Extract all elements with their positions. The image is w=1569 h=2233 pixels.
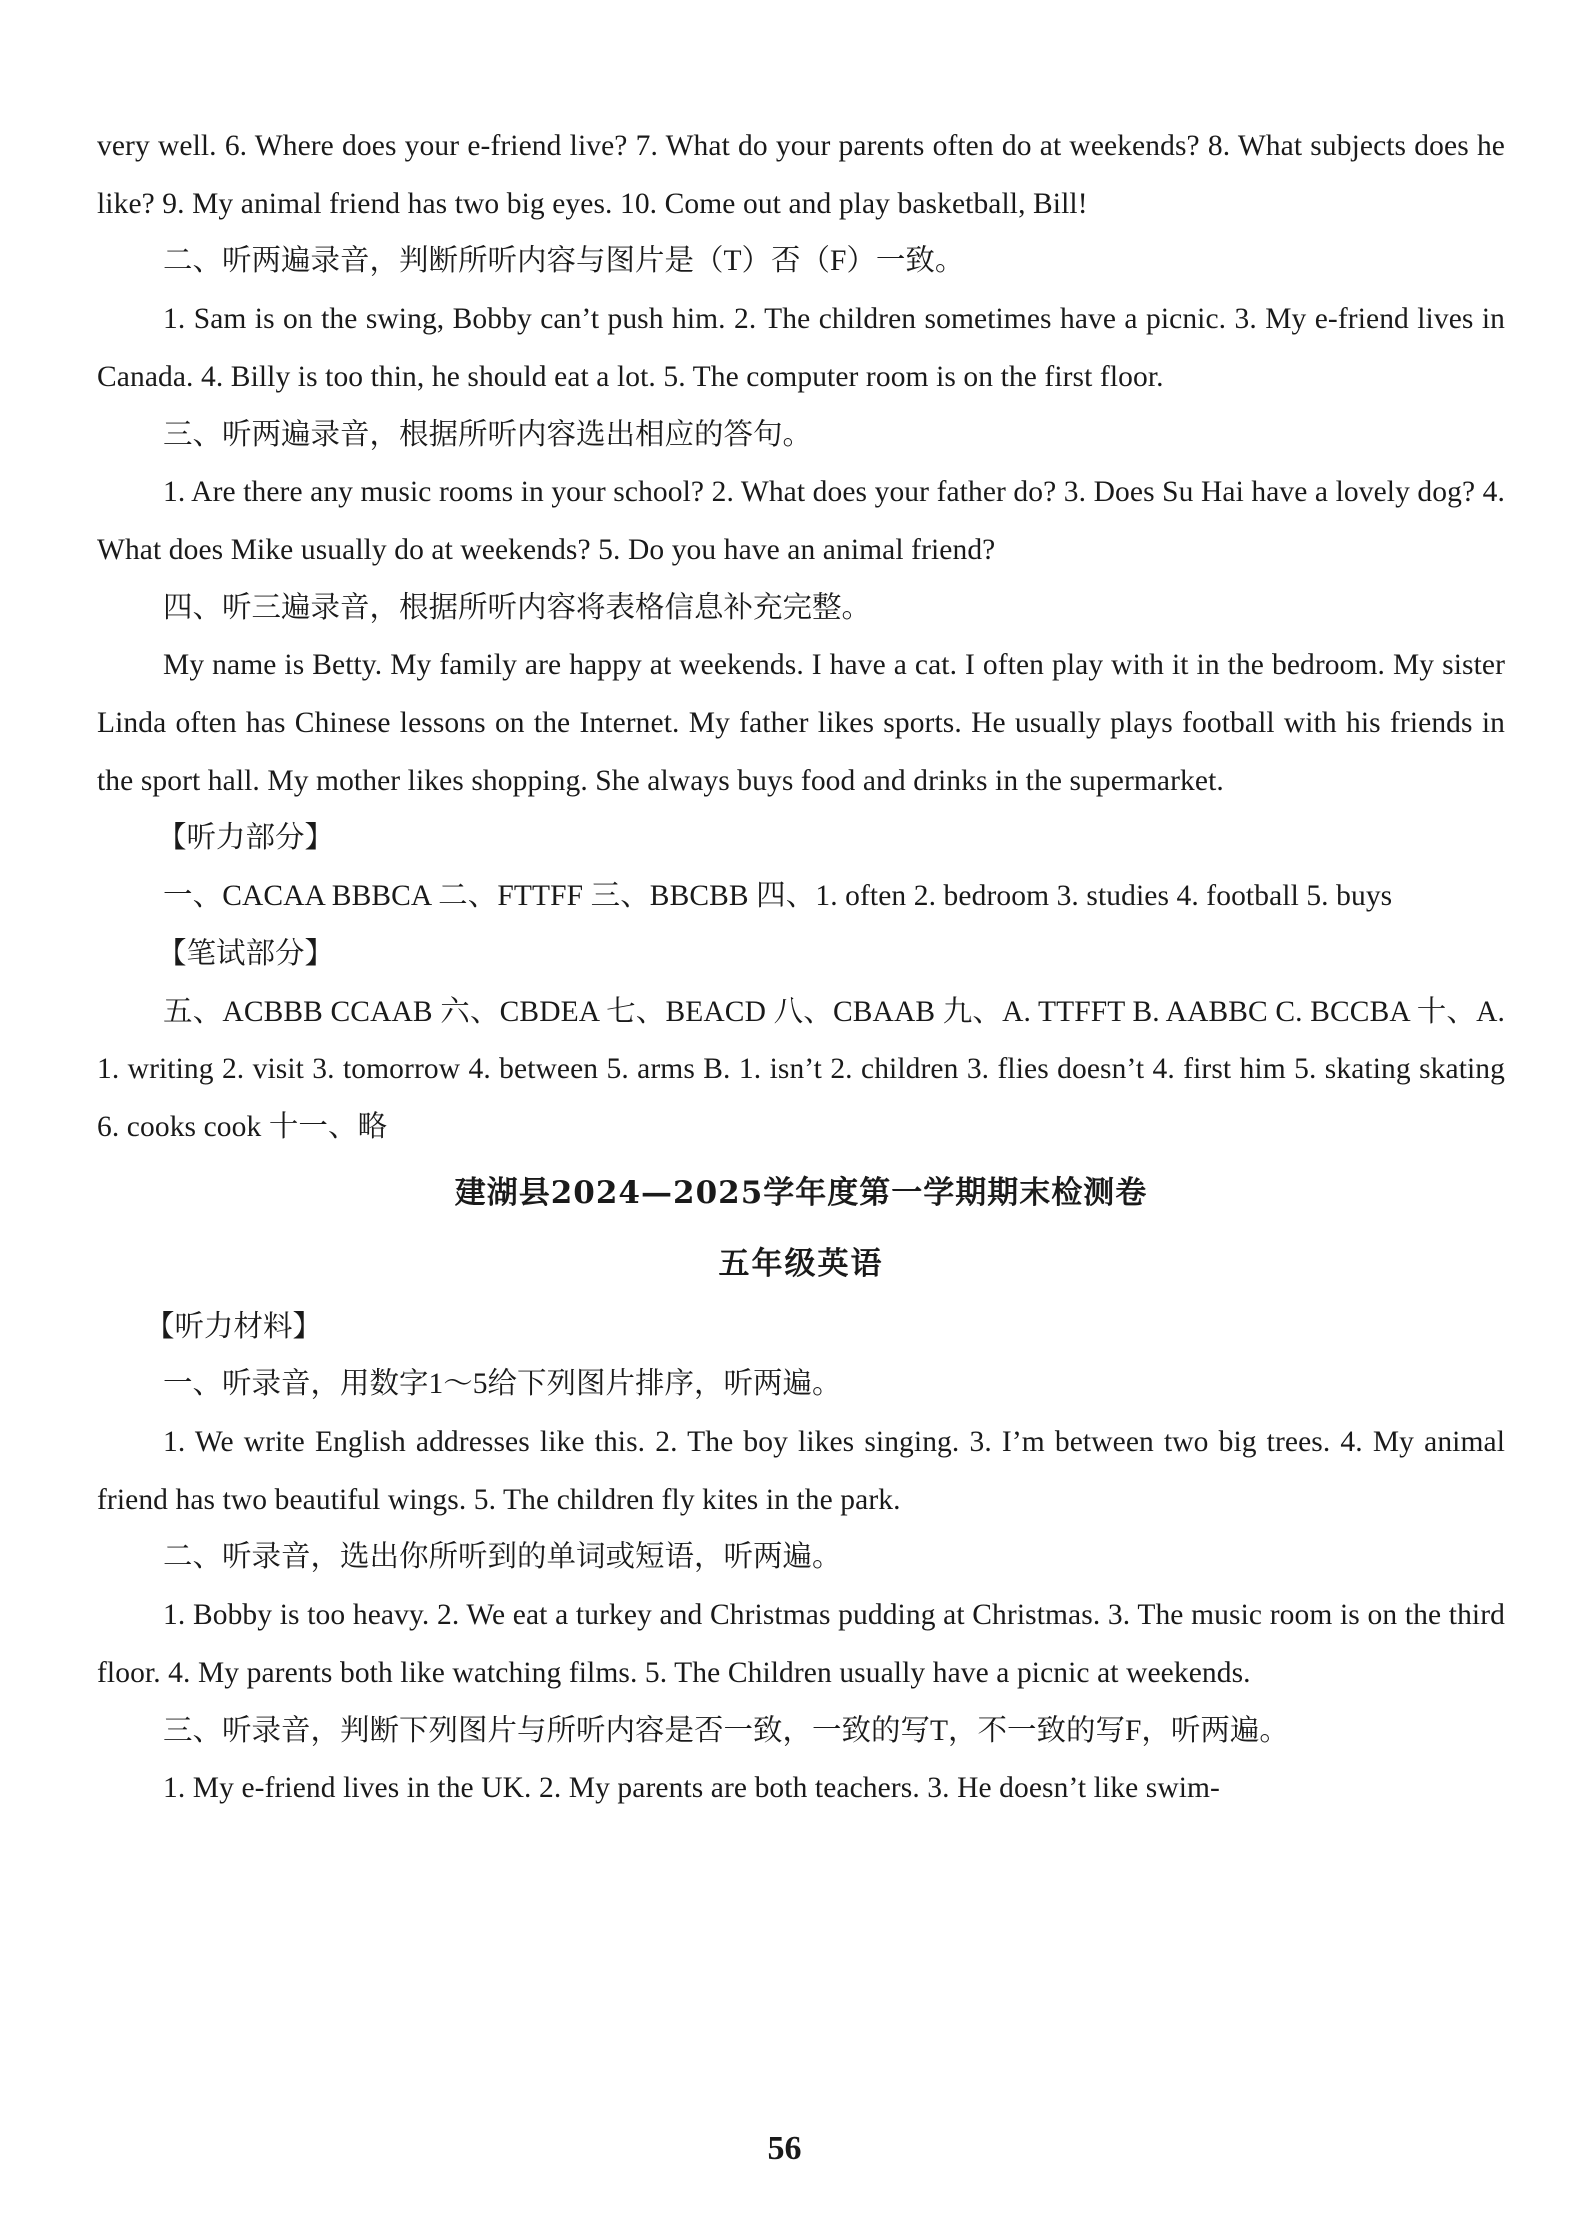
section-heading-4: 四、听三遍录音，根据所听内容将表格信息补充完整。	[163, 591, 872, 624]
written-answers-label: 【笔试部分】	[157, 937, 335, 970]
exam-section-text-3: 1. My e-friend lives in the UK. 2. My parents are both teachers. 3. He doesn’t like swim-	[163, 1772, 1220, 1805]
exam-title: 建湖县2024—2025学年度第一学期期末检测卷	[454, 1174, 1148, 1211]
document-page	[97, 118, 1505, 1818]
answer-text-top: very well. 6. Where does your e-friend live? 7. What do your parents often do at weekends? 8. What subjects does he like? 9. My animal friend has two big eyes. 10. Come out and play basketball, Bill!	[97, 130, 1505, 220]
exam-section-heading-1: 一、听录音，用数字1～5给下列图片排序，听两遍。	[163, 1368, 842, 1401]
exam-section-heading-3: 三、听录音，判断下列图片与所听内容是否一致，一致的写T，不一致的写F，听两遍。	[163, 1714, 1289, 1747]
exam-subtitle: 五年级英语	[718, 1245, 884, 1282]
section-text-2: 1. Sam is on the swing, Bobby can’t push him. 2. The children sometimes have a picnic. 3. My e-friend lives in Canada. 4. Billy is too thin, he should eat a lot. 5. The computer room is on the first floor.	[97, 303, 1505, 393]
page-number: 56	[767, 2130, 802, 2167]
exam-section-text-2: 1. Bobby is too heavy. 2. We eat a turkey and Christmas pudding at Christmas. 3. The music room is on the third floor. 4. My parents both like watching films. 5. The Children usually have a picnic at weekends.	[97, 1599, 1505, 1689]
section-heading-3: 三、听两遍录音，根据所听内容选出相应的答句。	[163, 418, 813, 451]
section-text-3: 1. Are there any music rooms in your school? 2. What does your father do? 3. Does Su Hai have a lovely dog? 4. What does Mike usually do at weekends? 5. Do you have an animal friend?	[97, 476, 1505, 566]
section-text-4: My name is Betty. My family are happy at weekends. I have a cat. I often play with it in the bedroom. My sister Linda often has Chinese lessons on the Internet. My father likes sports. He usually plays football with his friends in the sport hall. My mother likes shopping. She always buys food and drinks in the supermarket.	[97, 649, 1505, 797]
listening-answers-label: 【听力部分】	[157, 822, 335, 855]
listening-material-label: 【听力材料】	[145, 1310, 323, 1343]
exam-section-heading-2: 二、听录音，选出你所听到的单词或短语，听两遍。	[163, 1541, 842, 1574]
exam-section-text-1: 1. We write English addresses like this. 2. The boy likes singing. 3. I’m between two big trees. 4. My animal friend has two beautiful wings. 5. The children fly kites in the park.	[97, 1426, 1505, 1516]
section-heading-2: 二、听两遍录音，判断所听内容与图片是（T）否（F）一致。	[163, 245, 965, 278]
listening-answers: 一、CACAA BBBCA 二、FTTFF 三、BBCBB 四、1. often 2. bedroom 3. studies 4. football 5. buys	[163, 880, 1393, 913]
written-answers: 五、ACBBB CCAAB 六、CBDEA 七、BEACD 八、CBAAB 九、A. TTFFT B. AABBC C. BCCBA 十、A. 1. writing 2. visit 3. tomorrow 4. between 5. arms B. 1. isn’t 2. children 3. flies doesn’t 4. first him 5. skating skating 6. cooks cook 十一、略	[97, 995, 1505, 1143]
